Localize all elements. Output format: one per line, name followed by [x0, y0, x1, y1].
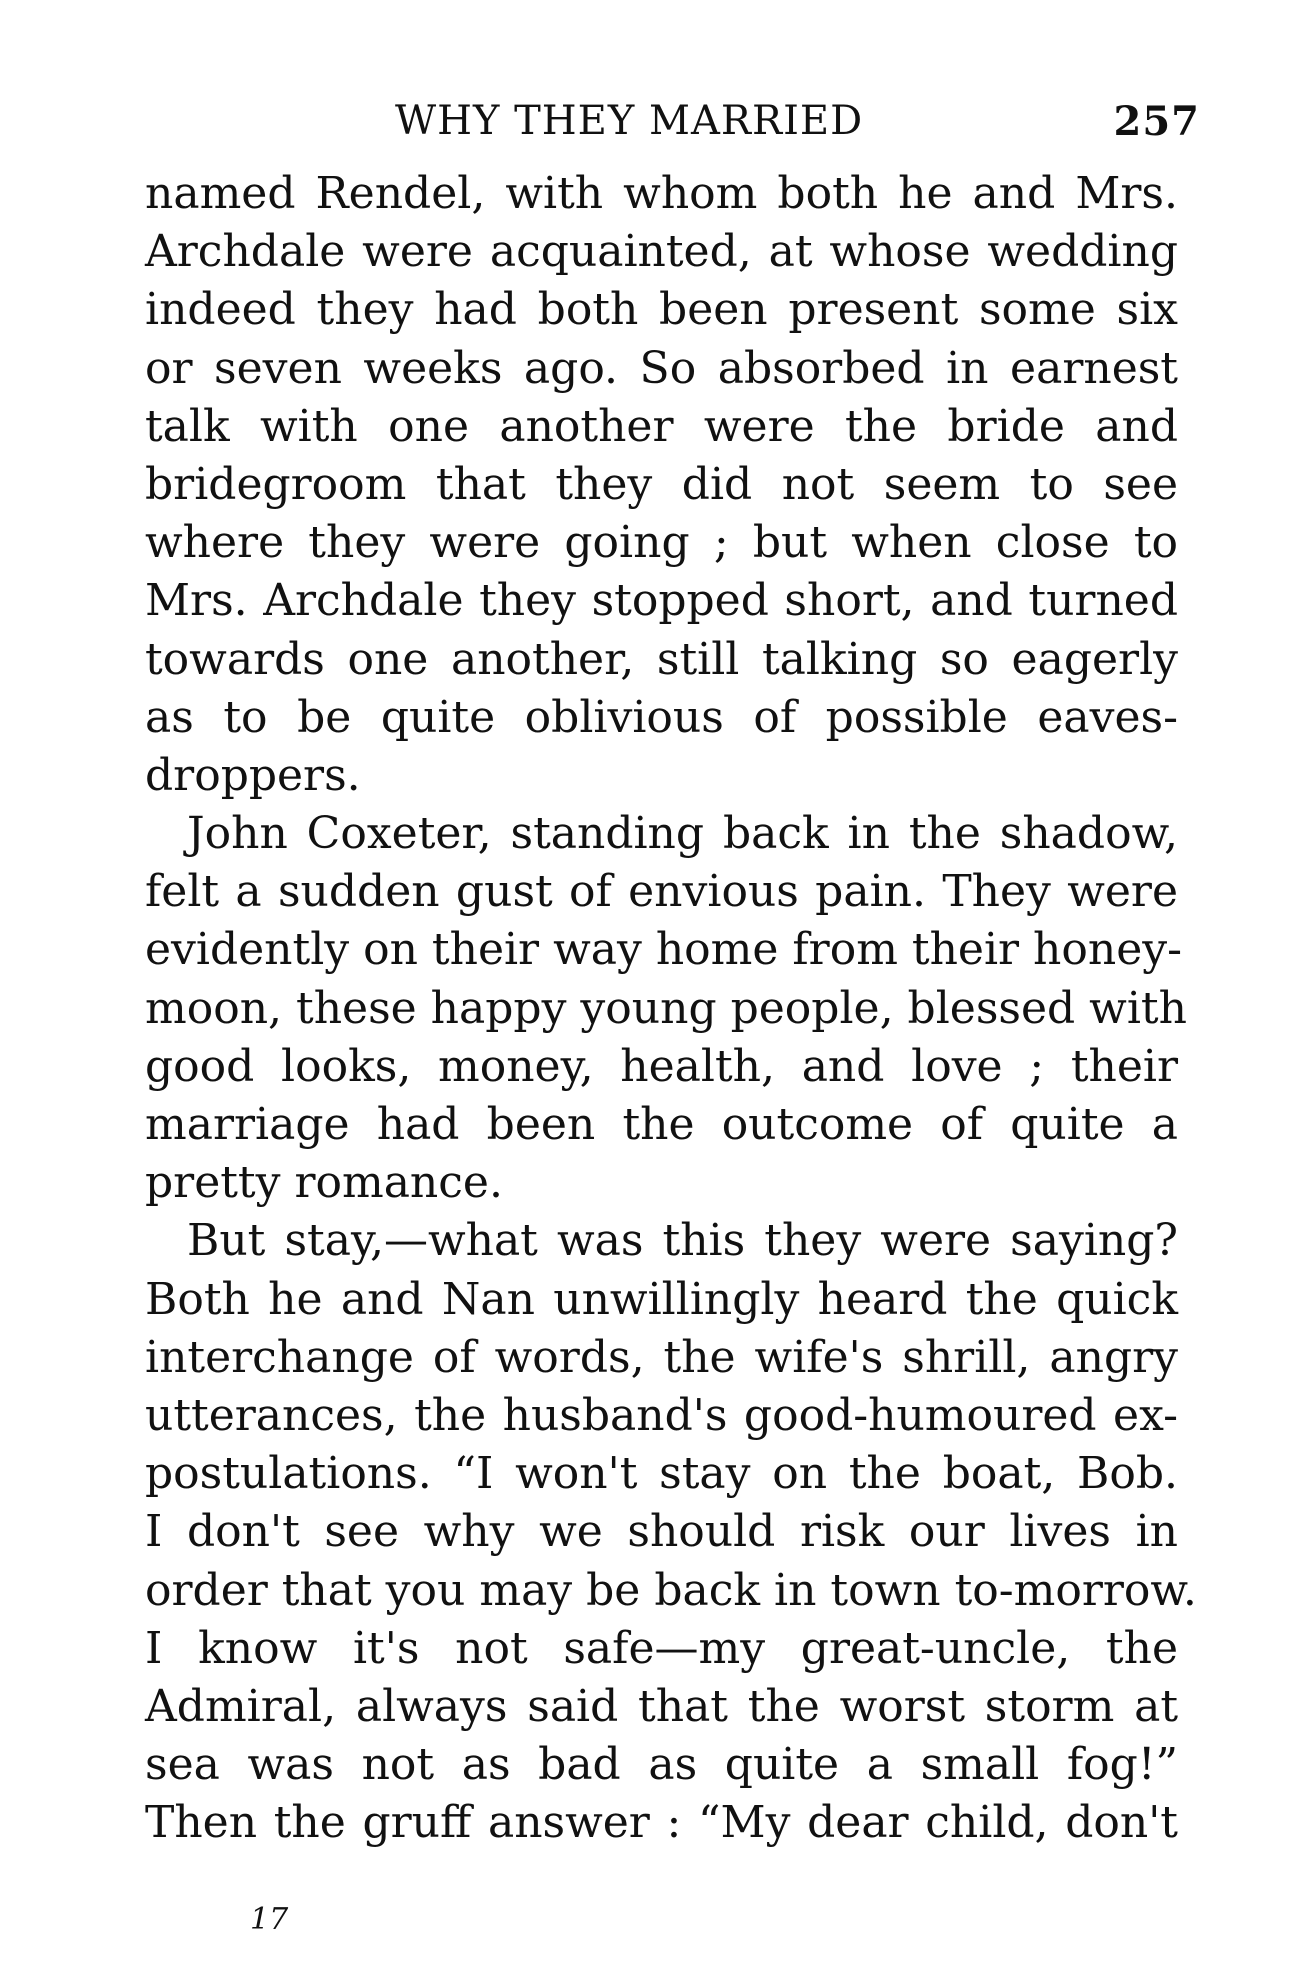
text-line: named Rendel, with whom both he and Mrs. — [145, 168, 1178, 219]
signature-mark: 17 — [250, 1902, 289, 1937]
text-line: indeed they had both been present some six — [145, 284, 1178, 336]
text-line: marriage had been the outcome of quite a — [145, 1099, 1178, 1150]
text-line: Both he and Nan unwillingly heard the quick — [145, 1273, 1178, 1325]
text-line: moon, these happy young people, blessed with — [145, 982, 1187, 1034]
text-line: towards one another, still talking so eagerly — [145, 633, 1178, 685]
text-line: or seven weeks ago. So absorbed in earnest — [145, 342, 1178, 394]
text-line: utterances, the husband's good-humoured ex- — [145, 1389, 1178, 1441]
text-line: order that you may be back in town to-morrow. — [145, 1564, 1197, 1616]
text-line: sea was not as bad as quite a small fog!” — [145, 1739, 1178, 1791]
text-line: where they were going ; but when close to — [145, 517, 1178, 569]
text-line: Then the gruff answer : “My dear child, don't — [145, 1797, 1178, 1849]
text-line: postulations. “I won't stay on the boat, Bob. — [145, 1448, 1178, 1500]
text-line: evidently on their way home from their honey- — [145, 924, 1182, 976]
text-line: Mrs. Archdale they stopped short, and turned — [145, 575, 1178, 627]
running-title: WHY THEY MARRIED — [395, 98, 864, 144]
text-line: Archdale were acquainted, at whose wedding — [145, 226, 1178, 278]
text-line: as to be quite oblivious of possible eaves- — [145, 691, 1178, 743]
text-line: interchange of words, the wife's shrill, angry — [145, 1331, 1178, 1383]
text-line: I know it's not safe—my great-uncle, the — [145, 1622, 1178, 1674]
text-line: droppers. — [145, 749, 361, 801]
body-text — [145, 165, 1197, 1852]
text-line: John Coxeter, standing back in the shadow, — [187, 808, 1178, 860]
page-header — [395, 98, 1200, 148]
page-number: 257 — [1113, 98, 1200, 145]
text-line: But stay,—what was this they were saying? — [187, 1215, 1178, 1267]
text-line: Admiral, always said that the worst storm at — [145, 1680, 1178, 1732]
text-line: I don't see why we should risk our lives in — [145, 1506, 1178, 1558]
text-line: good looks, money, health, and love ; their — [145, 1040, 1178, 1092]
text-line: bridegroom that they did not seem to see — [145, 458, 1178, 510]
text-line: talk with one another were the bride and — [145, 400, 1178, 452]
text-line: felt a sudden gust of envious pain. They were — [145, 866, 1178, 918]
text-line: pretty romance. — [145, 1157, 503, 1209]
